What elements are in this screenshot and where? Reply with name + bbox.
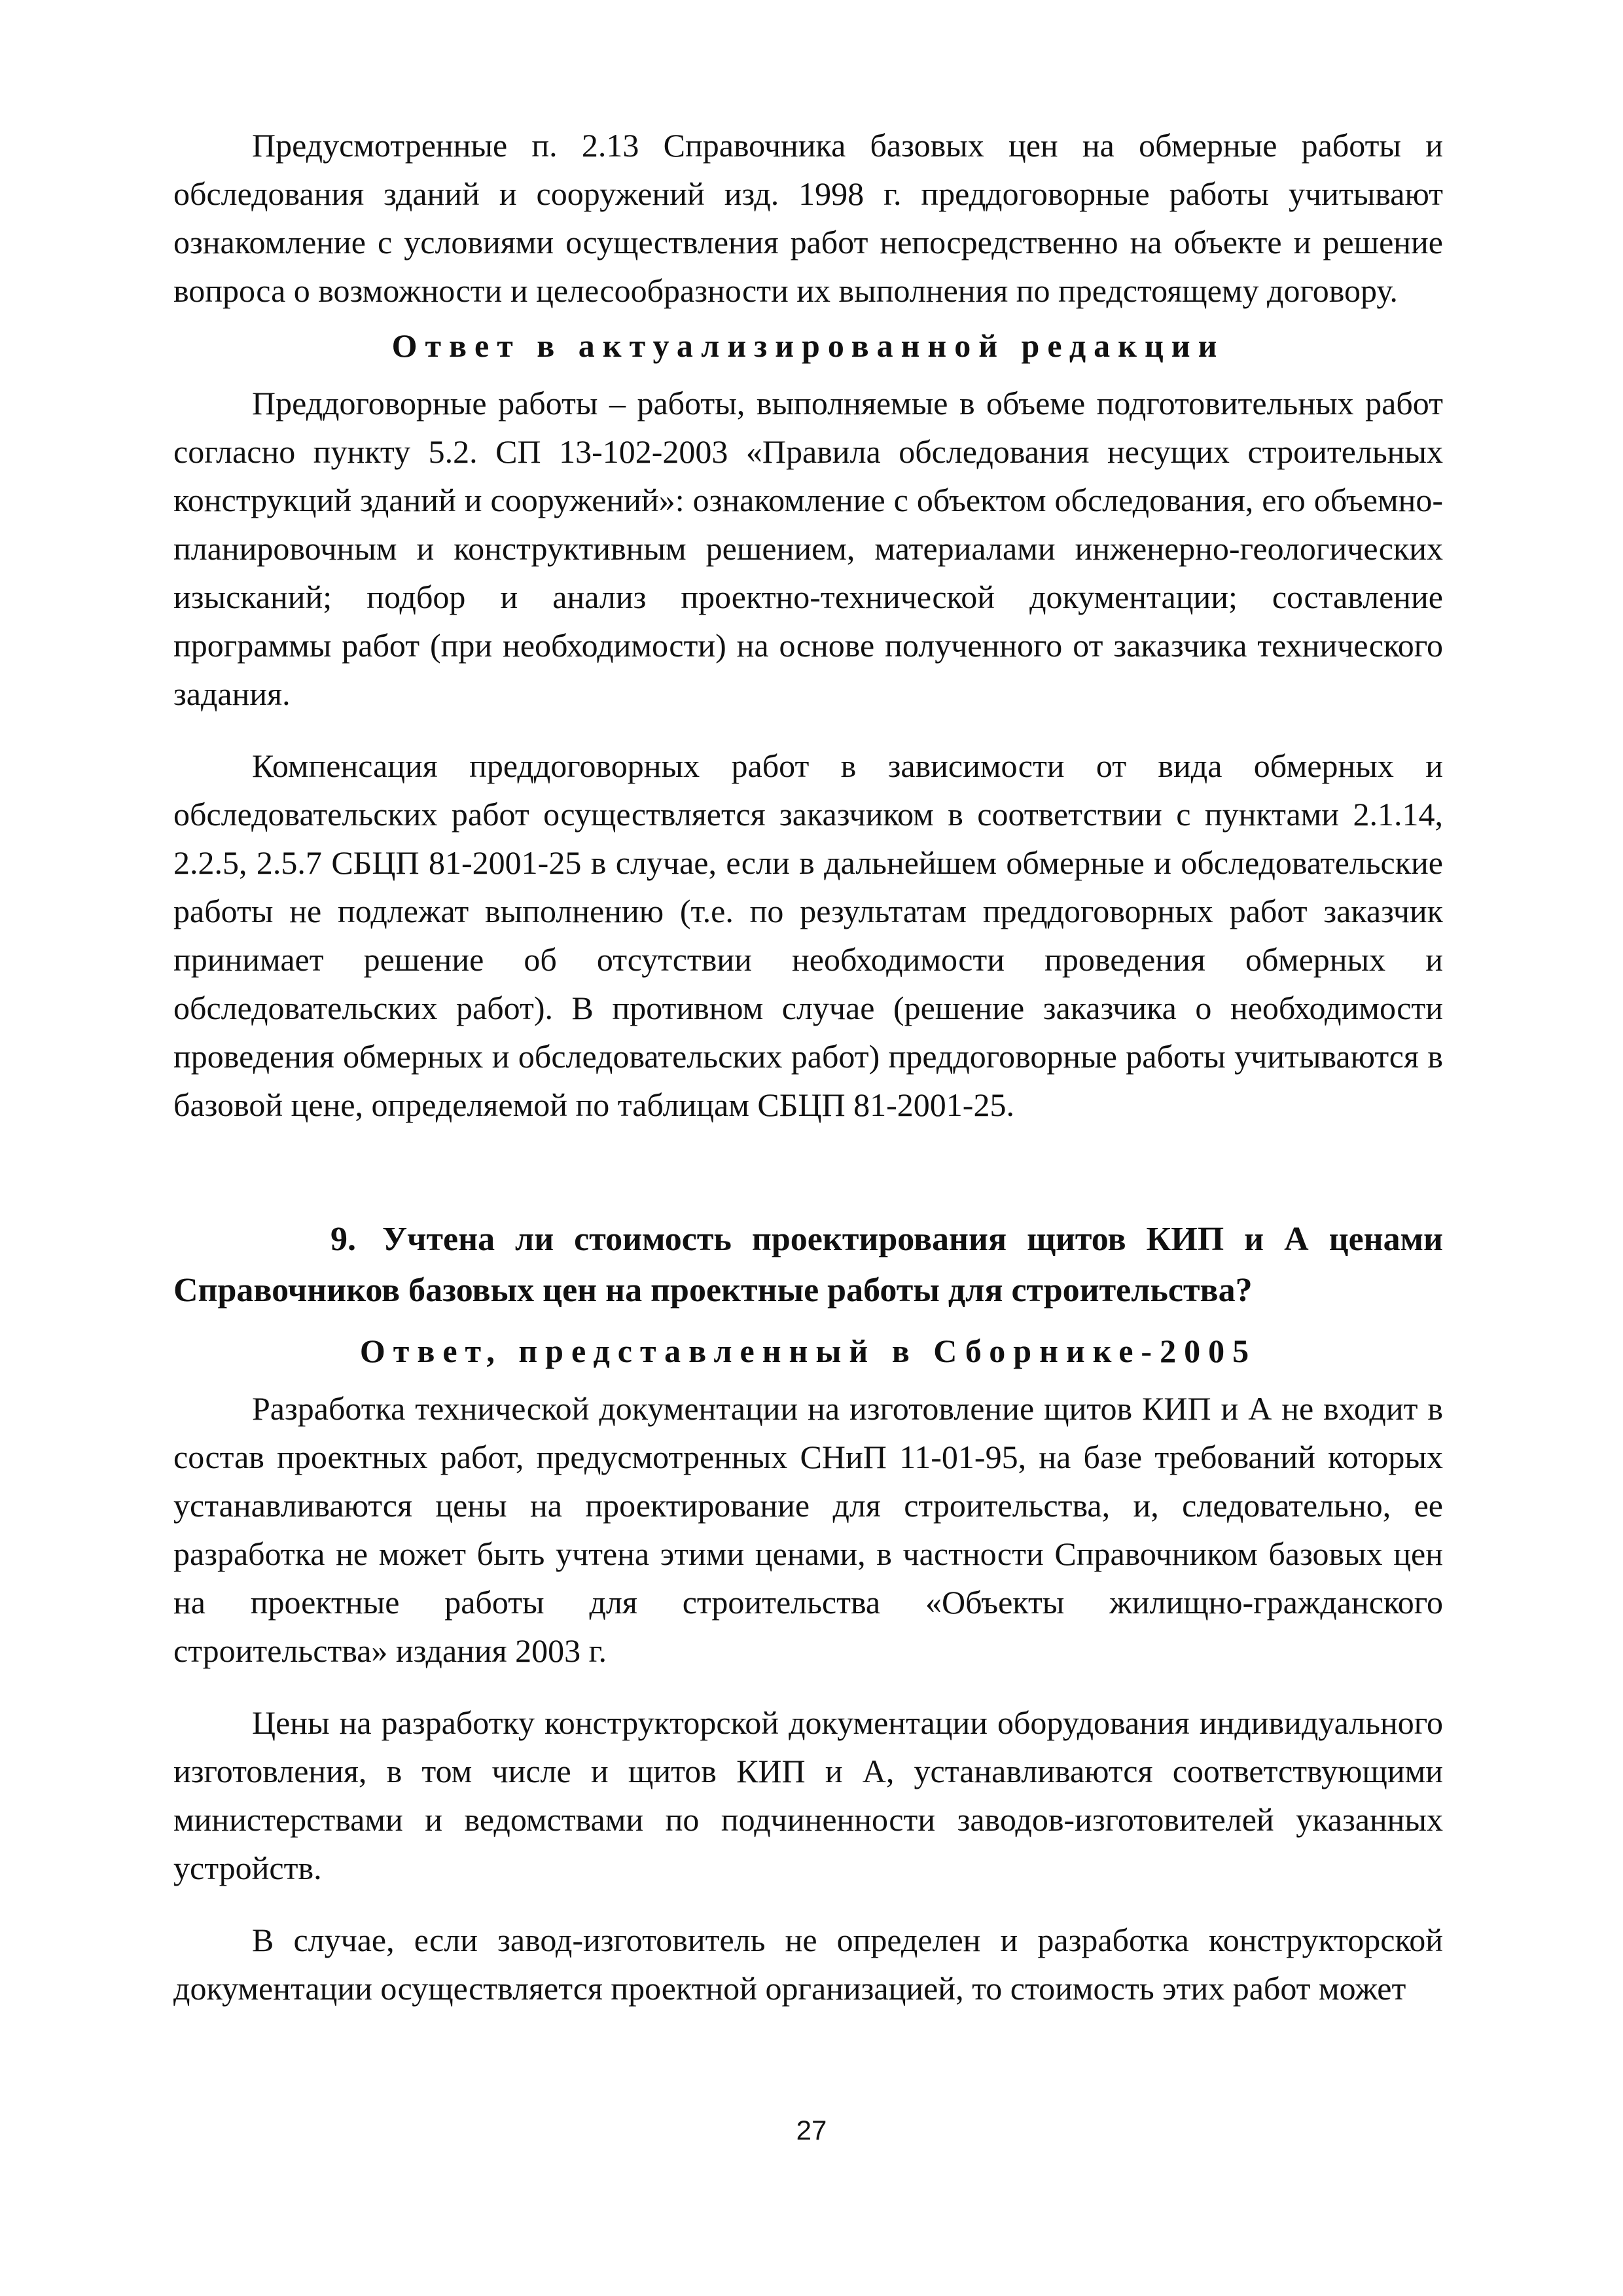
question-text: Учтена ли стоимость проектирования щитов КИП и А ценами Справочников базовых цен на проектные работы для строительства? [173,1221,1443,1309]
paragraph-compensation: Компенсация преддоговорных работ в зависимости от вида обмерных и обследовательских работ осуществляется заказчиком в соответствии с пунктами 2.1.14, 2.2.5, 2.5.7 СБЦП 81-2001-25 в случае, если в дальнейшем обмерные и обследовательские работы не подлежат выполнению (т.е. по результатам преддоговорных работ заказчик принимает решение об отсутствии необходимости проведения обмерных и обследовательских работ). В противном случае (решение заказчика о необходимости проведения обмерных и обследовательских работ) преддоговорные работы учитываются в базовой цене, определяемой по таблицам СБЦП 81-2001-25. [173,747,1443,1123]
question-number: 9. [330,1221,356,1258]
heading-updated-answer: Ответ в актуализированной редакции [391,327,1225,364]
paragraph-design-prices: Цены на разработку конструкторской документации оборудования индивидуального изготовления, в том числе и щитов КИП и А, устанавливаются соответствующими министерствами и ведомствами по подчиненности заводов-изготовителей указанных устройств. [173,1704,1443,1886]
page-number: 27 [796,2115,827,2145]
paragraph-technical-documentation: Разработка технической документации на изготовление щитов КИП и А не входит в состав проектных работ, предусмотренных СНиП 11-01-95, на базе требований которых устанавливаются цены на проектирование для строительства, и, следовательно, ее разработка не может быть учтена этими ценами, в частности Справочником базовых цен на проектные работы для строительства «Объекты жилищно-гражданского строительства» издания 2003 г. [173,1390,1443,1669]
paragraph-pre-contract-works: Предусмотренные п. 2.13 Справочника базовых цен на обмерные работы и обследования зданий и сооружений изд. 1998 г. преддоговорные работы учитывают ознакомление с условиями осуществления работ непосредственно на объекте и решение вопроса о возможности и целесообразности их выполнения по предстоящему договору. [173,127,1443,309]
document-page [173,121,1443,2013]
question-9 [173,1214,1443,1316]
paragraph-pre-contract-definition: Преддоговорные работы – работы, выполняемые в объеме подготовительных работ согласно пункту 5.2. СП 13-102-2003 «Правила обследования несущих строительных конструкций зданий и сооружений»: ознакомление с объектом обследования, его объемно-планировочным и конструктивным решением, материалами инженерно-геологических изысканий; подбор и анализ проектно-технической документации; составление программы работ (при необходимости) на основе полученного от заказчика технического задания. [173,385,1443,712]
paragraph-manufacturer-undefined: В случае, если завод-изготовитель не определен и разработка конструкторской документации осуществляется проектной организацией, то стоимость этих работ может [173,1922,1443,2007]
heading-answer-2005: Ответ, представленный в Сборнике-2005 [359,1333,1257,1369]
